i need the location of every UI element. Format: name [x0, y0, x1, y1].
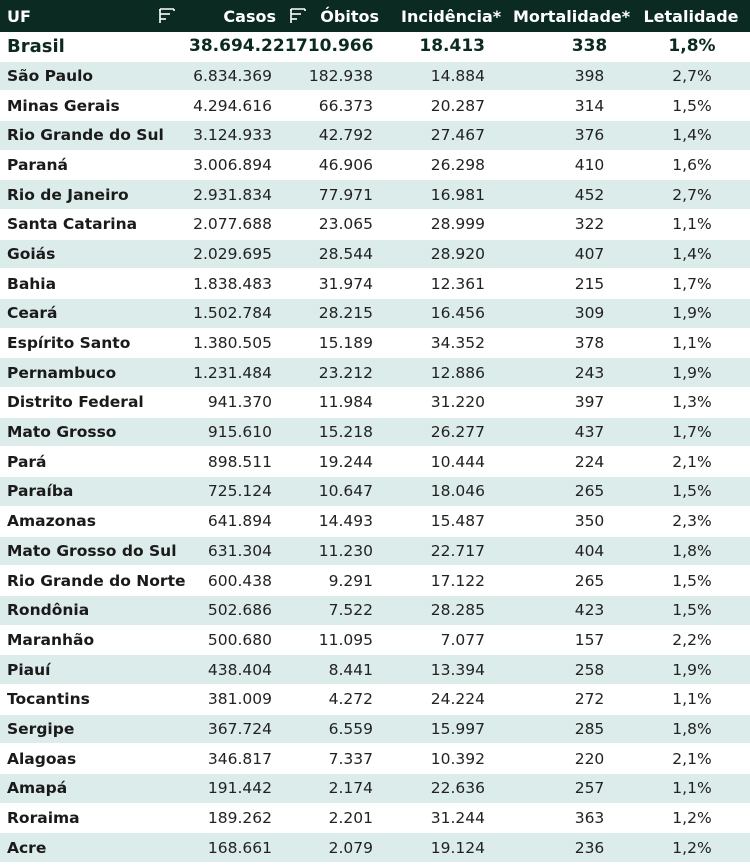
- state-obitos: 11.230: [290, 536, 395, 566]
- state-obitos: 2.079: [290, 833, 395, 863]
- table-row: [0, 684, 750, 714]
- state-casos: 915.610: [183, 417, 290, 447]
- state-casos: 641.894: [183, 506, 290, 536]
- state-letalidade: 1,1%: [632, 684, 750, 714]
- state-obitos: 23.065: [290, 209, 395, 239]
- state-letalidade: 1,8%: [632, 536, 750, 566]
- state-uf: São Paulo: [0, 61, 183, 91]
- filter-icon[interactable]: [159, 7, 175, 25]
- brasil-casos: 38.694.221: [183, 32, 290, 61]
- state-casos: 725.124: [183, 477, 290, 507]
- state-incidencia: 22.636: [395, 774, 507, 804]
- state-letalidade: 1,9%: [632, 655, 750, 685]
- state-casos: 4.294.616: [183, 91, 290, 121]
- state-obitos: 2.201: [290, 803, 395, 833]
- state-incidencia: 26.298: [395, 150, 507, 180]
- table-row: [0, 239, 750, 269]
- state-letalidade: 1,7%: [632, 417, 750, 447]
- state-casos: 600.438: [183, 566, 290, 596]
- table-row: [0, 328, 750, 358]
- table-header-row: [0, 0, 750, 32]
- state-incidencia: 31.244: [395, 803, 507, 833]
- state-uf: Alagoas: [0, 744, 183, 774]
- state-mortalidade: 452: [507, 180, 632, 210]
- state-uf: Sergipe: [0, 714, 183, 744]
- state-mortalidade: 322: [507, 209, 632, 239]
- state-uf: Santa Catarina: [0, 209, 183, 239]
- header-letalidade[interactable]: [632, 0, 750, 32]
- state-incidencia: 7.077: [395, 625, 507, 655]
- header-incidencia[interactable]: [395, 0, 507, 32]
- state-letalidade: 1,5%: [632, 477, 750, 507]
- state-casos: 3.124.933: [183, 120, 290, 150]
- state-letalidade: 2,3%: [632, 506, 750, 536]
- state-mortalidade: 257: [507, 774, 632, 804]
- state-incidencia: 14.884: [395, 61, 507, 91]
- state-letalidade: 1,4%: [632, 120, 750, 150]
- state-mortalidade: 437: [507, 417, 632, 447]
- brasil-mortalidade: 338: [507, 32, 632, 61]
- state-incidencia: 26.277: [395, 417, 507, 447]
- brasil-obitos: 710.966: [290, 32, 395, 61]
- state-letalidade: 2,1%: [632, 447, 750, 477]
- state-letalidade: 1,8%: [632, 714, 750, 744]
- state-obitos: 11.984: [290, 388, 395, 418]
- state-mortalidade: 407: [507, 239, 632, 269]
- state-obitos: 9.291: [290, 566, 395, 596]
- state-incidencia: 13.394: [395, 655, 507, 685]
- state-incidencia: 15.997: [395, 714, 507, 744]
- table-row: [0, 803, 750, 833]
- state-incidencia: 28.999: [395, 209, 507, 239]
- state-incidencia: 12.886: [395, 358, 507, 388]
- state-obitos: 23.212: [290, 358, 395, 388]
- state-uf: Rondônia: [0, 595, 183, 625]
- state-uf: Pará: [0, 447, 183, 477]
- state-casos: 189.262: [183, 803, 290, 833]
- state-incidencia: 27.467: [395, 120, 507, 150]
- state-casos: 381.009: [183, 684, 290, 714]
- table-row: [0, 209, 750, 239]
- table-row: [0, 536, 750, 566]
- state-letalidade: 1,5%: [632, 91, 750, 121]
- state-uf: Acre: [0, 833, 183, 863]
- state-letalidade: 1,7%: [632, 269, 750, 299]
- table-row: [0, 506, 750, 536]
- state-mortalidade: 285: [507, 714, 632, 744]
- state-obitos: 6.559: [290, 714, 395, 744]
- state-incidencia: 28.285: [395, 595, 507, 625]
- table-row: [0, 91, 750, 121]
- state-mortalidade: 410: [507, 150, 632, 180]
- state-uf: Amazonas: [0, 506, 183, 536]
- state-uf: Rio Grande do Norte: [0, 566, 183, 596]
- state-obitos: 7.337: [290, 744, 395, 774]
- state-mortalidade: 309: [507, 299, 632, 329]
- state-incidencia: 31.220: [395, 388, 507, 418]
- state-uf: Roraima: [0, 803, 183, 833]
- table-row: [0, 566, 750, 596]
- brasil-incidencia: 18.413: [395, 32, 507, 61]
- state-mortalidade: 236: [507, 833, 632, 863]
- state-mortalidade: 258: [507, 655, 632, 685]
- state-obitos: 46.906: [290, 150, 395, 180]
- table-row: [0, 180, 750, 210]
- state-mortalidade: 215: [507, 269, 632, 299]
- state-incidencia: 16.981: [395, 180, 507, 210]
- state-obitos: 14.493: [290, 506, 395, 536]
- state-casos: 1.502.784: [183, 299, 290, 329]
- header-casos[interactable]: [183, 0, 290, 32]
- state-mortalidade: 265: [507, 477, 632, 507]
- state-letalidade: 1,3%: [632, 388, 750, 418]
- state-mortalidade: 423: [507, 595, 632, 625]
- state-casos: 346.817: [183, 744, 290, 774]
- state-obitos: 28.215: [290, 299, 395, 329]
- table-row: [0, 120, 750, 150]
- table-row: [0, 833, 750, 863]
- brasil-uf: Brasil: [0, 32, 183, 61]
- header-obitos-label: Óbitos: [320, 6, 379, 26]
- state-casos: 367.724: [183, 714, 290, 744]
- header-casos-label: Casos: [223, 6, 276, 26]
- state-obitos: 7.522: [290, 595, 395, 625]
- state-letalidade: 1,6%: [632, 150, 750, 180]
- state-casos: 500.680: [183, 625, 290, 655]
- state-uf: Minas Gerais: [0, 91, 183, 121]
- table-row: [0, 595, 750, 625]
- state-obitos: 28.544: [290, 239, 395, 269]
- header-obitos[interactable]: [290, 0, 395, 32]
- state-letalidade: 2,2%: [632, 625, 750, 655]
- state-incidencia: 18.046: [395, 477, 507, 507]
- state-casos: 3.006.894: [183, 150, 290, 180]
- header-incidencia-label: Incidência*: [401, 6, 502, 26]
- table-row: [0, 358, 750, 388]
- table-row: [0, 655, 750, 685]
- state-casos: 191.442: [183, 774, 290, 804]
- state-casos: 941.370: [183, 388, 290, 418]
- brasil-total-row: [0, 32, 750, 61]
- state-uf: Amapá: [0, 774, 183, 804]
- state-obitos: 77.971: [290, 180, 395, 210]
- state-incidencia: 10.392: [395, 744, 507, 774]
- state-casos: 898.511: [183, 447, 290, 477]
- state-uf: Pernambuco: [0, 358, 183, 388]
- state-letalidade: 2,7%: [632, 180, 750, 210]
- state-mortalidade: 350: [507, 506, 632, 536]
- brasil-letalidade: 1,8%: [632, 32, 750, 61]
- state-uf: Paraná: [0, 150, 183, 180]
- table-row: [0, 744, 750, 774]
- state-mortalidade: 314: [507, 91, 632, 121]
- header-mortalidade-label: Mortalidade*: [513, 6, 631, 26]
- state-obitos: 31.974: [290, 269, 395, 299]
- state-uf: Maranhão: [0, 625, 183, 655]
- table-row: [0, 417, 750, 447]
- table-row: [0, 447, 750, 477]
- state-uf: Piauí: [0, 655, 183, 685]
- state-casos: 6.834.369: [183, 61, 290, 91]
- state-mortalidade: 224: [507, 447, 632, 477]
- state-incidencia: 16.456: [395, 299, 507, 329]
- state-incidencia: 22.717: [395, 536, 507, 566]
- state-casos: 631.304: [183, 536, 290, 566]
- state-incidencia: 17.122: [395, 566, 507, 596]
- state-letalidade: 1,2%: [632, 833, 750, 863]
- state-mortalidade: 220: [507, 744, 632, 774]
- state-letalidade: 2,1%: [632, 744, 750, 774]
- state-casos: 168.661: [183, 833, 290, 863]
- state-mortalidade: 398: [507, 61, 632, 91]
- header-mortalidade[interactable]: [507, 0, 632, 32]
- state-mortalidade: 376: [507, 120, 632, 150]
- state-obitos: 15.189: [290, 328, 395, 358]
- state-incidencia: 34.352: [395, 328, 507, 358]
- state-uf: Goiás: [0, 239, 183, 269]
- state-letalidade: 1,5%: [632, 595, 750, 625]
- state-casos: 1.838.483: [183, 269, 290, 299]
- state-letalidade: 1,4%: [632, 239, 750, 269]
- table-row: [0, 388, 750, 418]
- state-uf: Tocantins: [0, 684, 183, 714]
- state-obitos: 11.095: [290, 625, 395, 655]
- state-uf: Mato Grosso do Sul: [0, 536, 183, 566]
- state-casos: 2.077.688: [183, 209, 290, 239]
- table-row: [0, 714, 750, 744]
- state-letalidade: 1,2%: [632, 803, 750, 833]
- state-mortalidade: 265: [507, 566, 632, 596]
- state-obitos: 42.792: [290, 120, 395, 150]
- state-letalidade: 1,5%: [632, 566, 750, 596]
- header-uf[interactable]: [0, 0, 183, 32]
- filter-icon[interactable]: [290, 7, 306, 25]
- table-row: [0, 61, 750, 91]
- state-incidencia: 24.224: [395, 684, 507, 714]
- state-letalidade: 1,9%: [632, 299, 750, 329]
- table-row: [0, 625, 750, 655]
- state-casos: 438.404: [183, 655, 290, 685]
- state-obitos: 182.938: [290, 61, 395, 91]
- state-mortalidade: 157: [507, 625, 632, 655]
- state-letalidade: 1,1%: [632, 774, 750, 804]
- state-mortalidade: 243: [507, 358, 632, 388]
- state-incidencia: 10.444: [395, 447, 507, 477]
- state-casos: 1.380.505: [183, 328, 290, 358]
- state-casos: 2.029.695: [183, 239, 290, 269]
- table-row: [0, 774, 750, 804]
- state-mortalidade: 363: [507, 803, 632, 833]
- state-obitos: 15.218: [290, 417, 395, 447]
- header-uf-label: UF: [7, 6, 31, 26]
- state-casos: 502.686: [183, 595, 290, 625]
- state-obitos: 8.441: [290, 655, 395, 685]
- table-row: [0, 269, 750, 299]
- state-obitos: 66.373: [290, 91, 395, 121]
- state-uf: Mato Grosso: [0, 417, 183, 447]
- state-uf: Bahia: [0, 269, 183, 299]
- state-uf: Rio Grande do Sul: [0, 120, 183, 150]
- state-obitos: 10.647: [290, 477, 395, 507]
- state-uf: Paraíba: [0, 477, 183, 507]
- header-letalidade-label: Letalidade: [643, 6, 739, 26]
- state-mortalidade: 272: [507, 684, 632, 714]
- state-letalidade: 1,1%: [632, 209, 750, 239]
- state-letalidade: 1,1%: [632, 328, 750, 358]
- state-obitos: 19.244: [290, 447, 395, 477]
- table-row: [0, 477, 750, 507]
- table-row: [0, 299, 750, 329]
- table-row: [0, 150, 750, 180]
- state-casos: 2.931.834: [183, 180, 290, 210]
- state-uf: Rio de Janeiro: [0, 180, 183, 210]
- state-uf: Distrito Federal: [0, 388, 183, 418]
- state-obitos: 4.272: [290, 684, 395, 714]
- state-incidencia: 20.287: [395, 91, 507, 121]
- state-incidencia: 28.920: [395, 239, 507, 269]
- state-incidencia: 19.124: [395, 833, 507, 863]
- state-mortalidade: 378: [507, 328, 632, 358]
- state-uf: Ceará: [0, 299, 183, 329]
- state-letalidade: 2,7%: [632, 61, 750, 91]
- state-mortalidade: 397: [507, 388, 632, 418]
- state-letalidade: 1,9%: [632, 358, 750, 388]
- state-uf: Espírito Santo: [0, 328, 183, 358]
- state-casos: 1.231.484: [183, 358, 290, 388]
- state-incidencia: 12.361: [395, 269, 507, 299]
- state-obitos: 2.174: [290, 774, 395, 804]
- state-incidencia: 15.487: [395, 506, 507, 536]
- state-mortalidade: 404: [507, 536, 632, 566]
